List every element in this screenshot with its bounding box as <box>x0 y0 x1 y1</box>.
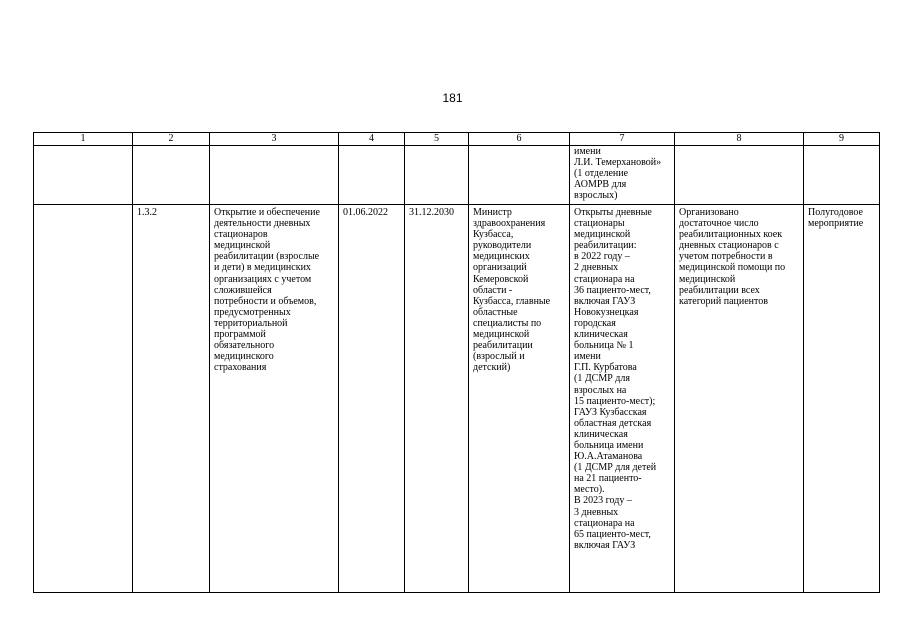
periodicity-text: Полугодовое мероприятие <box>808 207 864 230</box>
item-number: 1.3.2 <box>137 207 157 218</box>
cell <box>133 146 210 205</box>
column-header-5: 5 <box>405 133 469 146</box>
cell <box>405 146 469 205</box>
result-text: имени Л.И. Темерхановой» (1 отделение АОМРВ для взрослых) <box>574 146 662 202</box>
column-header-8: 8 <box>675 133 804 146</box>
cell-responsible <box>469 205 570 593</box>
cell-result <box>570 205 675 593</box>
result-text: Открыты дневные стационары медицинской реабилитации: в 2022 году – 2 дневных стационара на 36 пациенто-мест, включая ГАУЗ Новокузнецкая городская клиническая больница № 1 имени Г.П. Курбатова (1 ДСМР для взрослых на 15 пациенто-мест); ГАУЗ Кузбасская областная детская клиническая больница имени Ю.А.Атаманова (1 ДСМР для детей на 21 пациенто- место). В 2023 году – 3 дневных стационара на 65 пациенто-мест, включая ГАУЗ <box>574 207 657 551</box>
column-header-3: 3 <box>210 133 339 146</box>
page-number: 181 <box>442 91 463 105</box>
column-header-1: 1 <box>34 133 133 146</box>
start-date: 01.06.2022 <box>343 207 388 218</box>
cell <box>804 146 880 205</box>
column-header-4: 4 <box>339 133 405 146</box>
table-row-continuation <box>34 146 880 205</box>
end-date: 31.12.2030 <box>409 207 454 218</box>
column-header-2: 2 <box>133 133 210 146</box>
header-row <box>34 133 880 146</box>
cell <box>339 146 405 205</box>
activity-text: Открытие и обеспечение деятельности дневных стационаров медицинской реабилитации (взрослые и дети) в медицинских организациях с учетом сложившейся потребности и объемов, предусмотренных территориальной программой обязательного медицинского страхования <box>214 207 320 374</box>
cell-result <box>570 146 675 205</box>
cell-outcome <box>675 205 804 593</box>
column-header-7: 7 <box>570 133 675 146</box>
responsible-text: Министр здравоохранения Кузбасса, руководители медицинских организаций Кемеровской области - Кузбасса, главные областные специалисты по медицинской реабилитации (взрослый и детский) <box>473 207 551 374</box>
outcome-text: Организовано достаточное число реабилитационных коек дневных стационаров с учетом потребности в медицинской помощи по медицинской реабилитации всех категорий пациентов <box>679 207 786 307</box>
cell-start-date <box>339 205 405 593</box>
cell <box>210 146 339 205</box>
column-header-9: 9 <box>804 133 880 146</box>
cell-item-number <box>133 205 210 593</box>
cell <box>34 205 133 593</box>
column-header-6: 6 <box>469 133 570 146</box>
cell-activity <box>210 205 339 593</box>
cell <box>34 146 133 205</box>
table-row-1-3-2 <box>34 205 880 593</box>
cell-periodicity <box>804 205 880 593</box>
cell-end-date <box>405 205 469 593</box>
cell <box>675 146 804 205</box>
document-table <box>33 132 880 593</box>
cell <box>469 146 570 205</box>
